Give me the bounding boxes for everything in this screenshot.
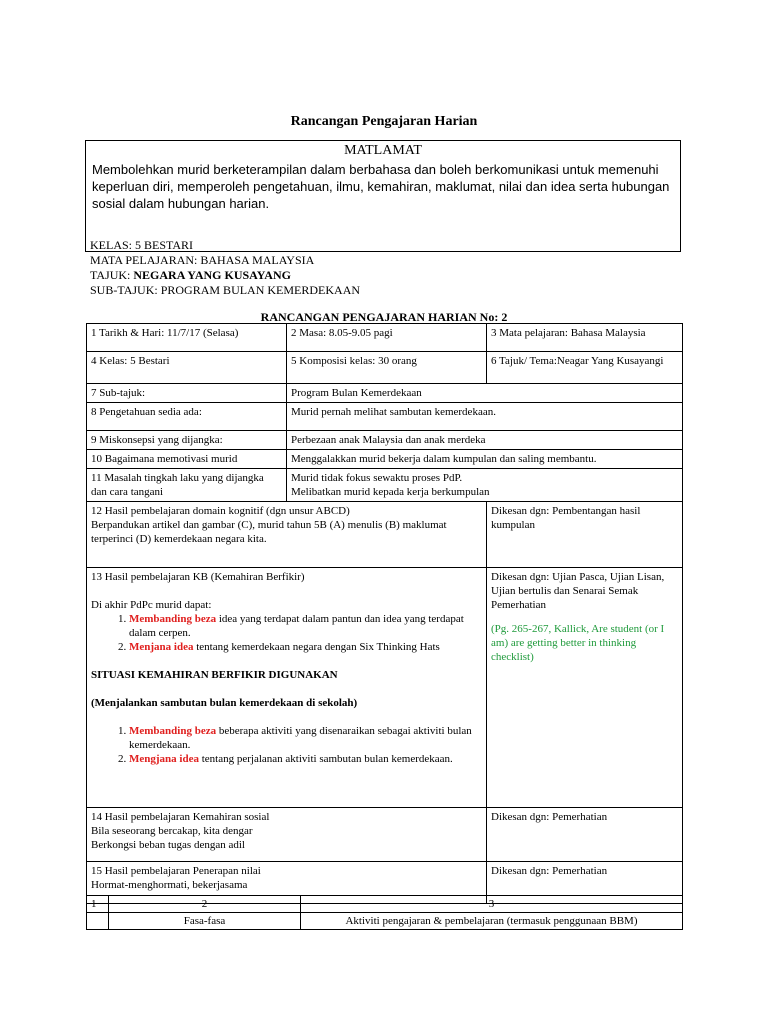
cell-line: Bila seseorang bercakap, kita dengar bbox=[91, 825, 253, 837]
reference-note: (Pg. 265-267, Kallick, Are student (or I am) are getting better in thinking checklist) bbox=[491, 623, 665, 663]
cell-dikesan: Dikesan dgn: Pemerhatian bbox=[487, 862, 683, 904]
cell-value: Perbezaan anak Malaysia dan anak merdeka bbox=[287, 431, 683, 450]
item-text: tentang kemerdekaan negara dengan Six Thinking Hats bbox=[193, 641, 440, 653]
matlamat-heading: MATLAMAT bbox=[344, 143, 422, 158]
cell-value: Menggalakkan murid bekerja dalam kumpulan dan saling membantu. bbox=[287, 450, 683, 469]
cell-label: 8 Pengetahuan sedia ada: bbox=[87, 403, 287, 431]
highlight-text: Mengjana idea bbox=[129, 753, 199, 765]
cell-value bbox=[287, 469, 683, 502]
situasi-heading: SITUASI KEMAHIRAN BERFIKIR DIGUNAKAN bbox=[91, 669, 338, 681]
table-row bbox=[87, 502, 683, 568]
situasi-subheading: (Menjalankan sambutan bulan kemerdekaan di sekolah) bbox=[91, 697, 358, 709]
cell-dikesan: Dikesan dgn: Pembentangan hasil kumpulan bbox=[487, 502, 683, 568]
list-item bbox=[129, 640, 482, 654]
kb-list bbox=[91, 612, 482, 654]
cell-komposisi: 5 Komposisi kelas: 30 orang bbox=[287, 352, 487, 384]
empty-cell bbox=[87, 913, 109, 930]
item-text: tentang perjalanan aktiviti sambutan bulan kemerdekaan. bbox=[198, 753, 453, 765]
activity-table bbox=[86, 895, 683, 930]
value-line: Murid tidak fokus sewaktu proses PdP. bbox=[291, 472, 463, 484]
col-number: 1 bbox=[87, 896, 109, 913]
highlight-text: Membanding beza bbox=[129, 613, 217, 625]
rph-title: RANCANGAN PENGAJARAN HARIAN No: 2 bbox=[260, 310, 508, 324]
list-item bbox=[129, 752, 482, 766]
table-row bbox=[87, 469, 683, 502]
cell-title: 14 Hasil pembelajaran Kemahiran sosial bbox=[91, 811, 270, 823]
cell-label: 11 Masalah tingkah laku yang dijangka dan cara tangani bbox=[87, 469, 287, 502]
cell-tajuk-tema: 6 Tajuk/ Tema:Neagar Yang Kusayangi bbox=[487, 352, 683, 384]
cell-tarikh: 1 Tarikh & Hari: 11/7/17 (Selasa) bbox=[87, 324, 287, 352]
cell-line: Berkongsi beban tugas dengan adil bbox=[91, 839, 245, 851]
matlamat-box bbox=[85, 140, 681, 252]
cell-masa: 2 Masa: 8.05-9.05 pagi bbox=[287, 324, 487, 352]
cell-title: 13 Hasil pembelajaran KB (Kemahiran Berfikir) bbox=[91, 571, 305, 583]
highlight-text: Menjana idea bbox=[129, 641, 194, 653]
table-row bbox=[87, 403, 683, 431]
meta-sub-tajuk: SUB-TAJUK: PROGRAM BULAN KEMERDEKAAN bbox=[90, 283, 361, 297]
meta-tajuk-value: NEGARA YANG KUSAYANG bbox=[133, 268, 291, 282]
list-item bbox=[129, 724, 482, 752]
table-row bbox=[87, 896, 683, 913]
cell-hasil-sosial bbox=[87, 808, 487, 862]
table-row bbox=[87, 450, 683, 469]
meta-tajuk bbox=[90, 268, 360, 283]
item-text: beberapa aktiviti yang disenaraikan sebagai aktiviti bulan kemerdekaan. bbox=[129, 725, 472, 751]
matlamat-text: Membolehkan murid berketerampilan dalam berbahasa dan boleh berkomunikasi untuk memenuhi keperluan diri, memperoleh pengetahuan, ilmu, kemahiran, maklumat, nilai dan idea serta hubungan sosial dalam hubungan harian. bbox=[92, 162, 670, 211]
table-row bbox=[87, 808, 683, 862]
cell-intro: Di akhir PdPc murid dapat: bbox=[91, 599, 212, 611]
cell-title: 15 Hasil pembelajaran Penerapan nilai bbox=[91, 865, 261, 877]
value-line: Melibatkan murid kepada kerja berkumpulan bbox=[291, 486, 490, 498]
col-number: 3 bbox=[301, 896, 683, 913]
rph-table bbox=[86, 323, 683, 904]
item-text: idea yang terdapat dalam pantun dan idea yang terdapat dalam cerpen. bbox=[129, 613, 464, 639]
page-title: Rancangan Pengajaran Harian bbox=[290, 114, 478, 129]
cell-value: Program Bulan Kemerdekaan bbox=[287, 384, 683, 403]
list-item bbox=[129, 612, 482, 640]
cell-body: Berpandukan artikel dan gambar (C), murid tahun 5B (A) menulis (B) maklumat terperinci (D) kemerdekaan negara kita. bbox=[91, 519, 447, 545]
header-aktiviti: Aktiviti pengajaran & pembelajaran (termasuk penggunaan BBM) bbox=[301, 913, 683, 930]
table-row bbox=[87, 431, 683, 450]
cell-kelas: 4 Kelas: 5 Bestari bbox=[87, 352, 287, 384]
table-row bbox=[87, 913, 683, 930]
header-fasa: Fasa-fasa bbox=[109, 913, 301, 930]
cell-hasil-kognitif bbox=[87, 502, 487, 568]
dikesan-text: Dikesan dgn: Ujian Pasca, Ujian Lisan, Ujian bertulis dan Senarai Semak Pemerhatian bbox=[491, 571, 665, 611]
cell-mata-pelajaran: 3 Mata pelajaran: Bahasa Malaysia bbox=[487, 324, 683, 352]
meta-tajuk-label: TAJUK: bbox=[90, 268, 134, 282]
cell-label: 7 Sub-tajuk: bbox=[87, 384, 287, 403]
cell-dikesan bbox=[487, 568, 683, 808]
situasi-list bbox=[91, 724, 482, 766]
cell-value: Murid pernah melihat sambutan kemerdekaan. bbox=[287, 403, 683, 431]
cell-hasil-kb bbox=[87, 568, 487, 808]
meta-kelas: KELAS: 5 BESTARI bbox=[90, 238, 194, 252]
table-row bbox=[87, 324, 683, 352]
table-row bbox=[87, 352, 683, 384]
meta-mata-pelajaran: MATA PELAJARAN: BAHASA MALAYSIA bbox=[90, 253, 315, 267]
table-row bbox=[87, 568, 683, 808]
cell-title: 12 Hasil pembelajaran domain kognitif (dgn unsur ABCD) bbox=[91, 505, 350, 517]
highlight-text: Membanding beza bbox=[129, 725, 217, 737]
cell-line: Hormat-menghormati, bekerjasama bbox=[91, 879, 248, 891]
cell-label: 10 Bagaimana memotivasi murid bbox=[87, 450, 287, 469]
cell-label: 9 Miskonsepsi yang dijangka: bbox=[87, 431, 287, 450]
col-number: 2 bbox=[109, 896, 301, 913]
lesson-meta bbox=[90, 238, 360, 298]
cell-dikesan: Dikesan dgn: Pemerhatian bbox=[487, 808, 683, 862]
table-row bbox=[87, 384, 683, 403]
